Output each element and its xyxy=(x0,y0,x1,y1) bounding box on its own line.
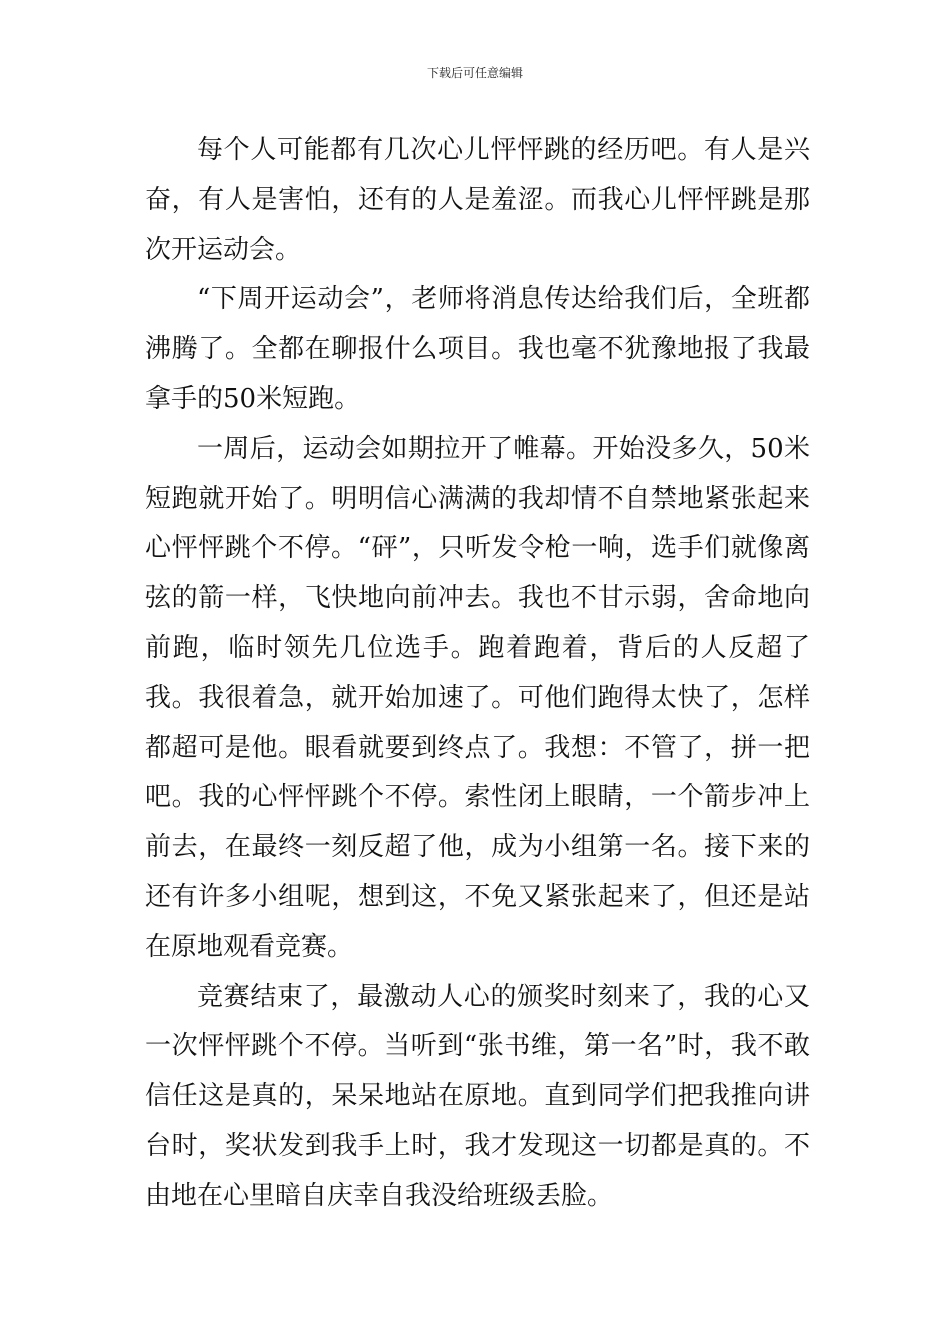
page-header: 下载后可任意编辑 xyxy=(426,66,523,80)
paragraph-1: 每个人可能都有几次心儿怦怦跳的经历吧。有人是兴奋，有人是害怕，还有的人是羞涩。而我心儿怦怦跳是那次开运动会。 xyxy=(145,135,810,265)
paragraph-2: “下周开运动会”，老师将消息传达给我们后，全班都沸腾了。全都在聊报什么项目。我也毫不犹豫地报了我最拿手的50米短跑。 xyxy=(145,284,810,414)
paragraph-3: 一周后，运动会如期拉开了帷幕。开始没多久，50米短跑就开始了。明明信心满满的我却情不自禁地紧张起来心怦怦跳个不停。“砰”，只听发令枪一响，选手们就像离弦的箭一样，飞快地向前冲去。我也不甘示弱，舍命地向前跑，临时领先几位选手。跑着跑着，背后的人反超了我。我很着急，就开始加速了。可他们跑得太快了，怎样都超可是他。眼看就要到终点了。我想：不管了，拼一把吧。我的心怦怦跳个不停。索性闭上眼睛，一个箭步冲上前去，在最终一刻反超了他，成为小组第一名。接下来的还有许多小组呢，想到这，不免又紧张起来了，但还是站在原地观看竞赛。 xyxy=(145,433,810,962)
essay-body xyxy=(145,126,810,1222)
paragraph-4: 竞赛结束了，最激动人心的颁奖时刻来了，我的心又一次怦怦跳个不停。当听到“张书维，第一名”时，我不敢信任这是真的，呆呆地站在原地。直到同学们把我推向讲台时，奖状发到我手上时，我才发现这一切都是真的。不由地在心里暗自庆幸自我没给班级丢脸。 xyxy=(145,981,810,1211)
